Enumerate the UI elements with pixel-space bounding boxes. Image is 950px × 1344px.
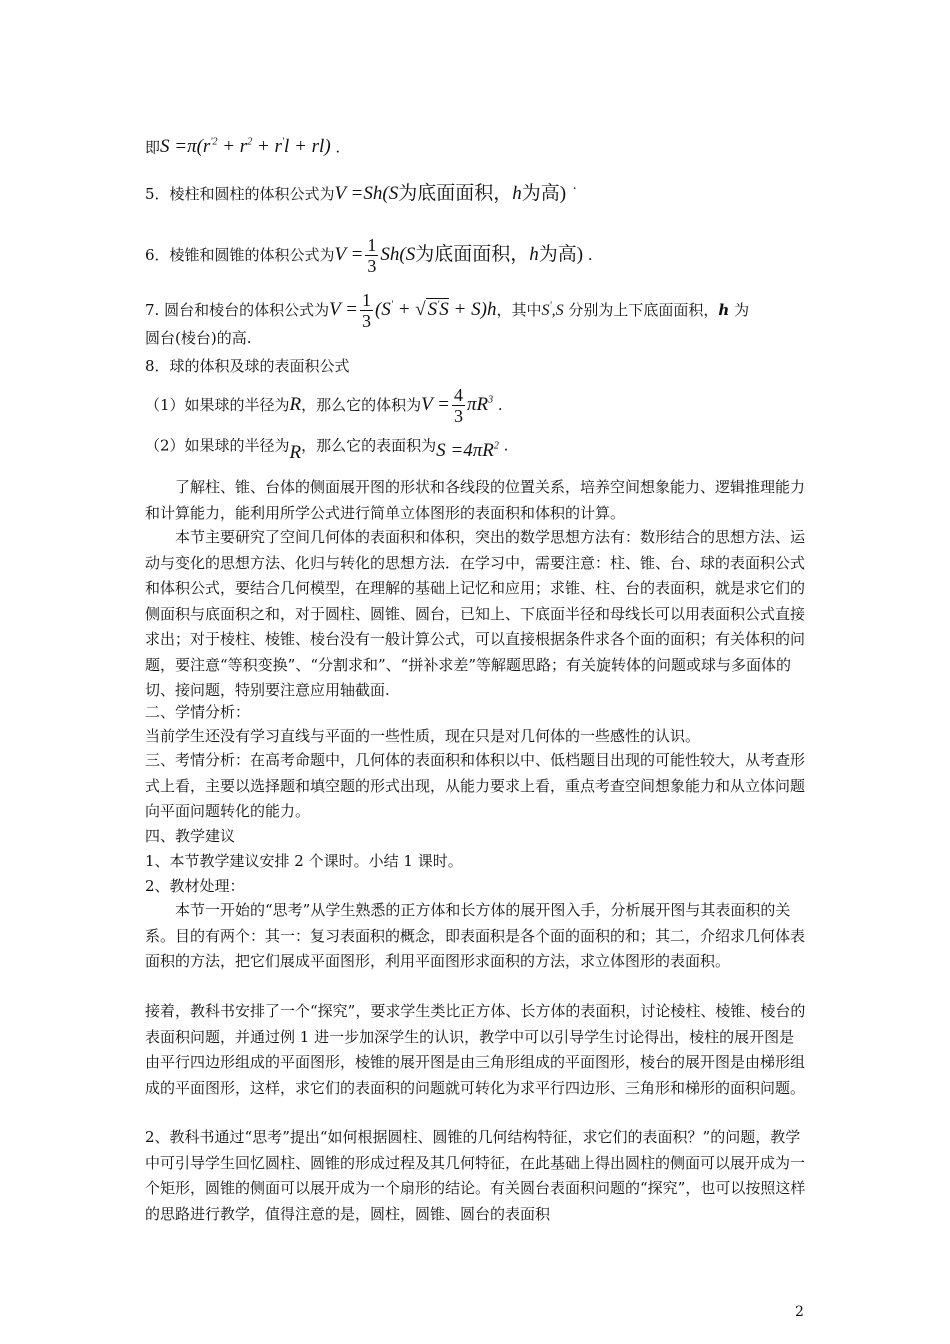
formula-prefix: 即 [145,138,161,157]
formula-label: 6．棱锥和圆锥的体积公式为 [145,245,335,264]
paragraph-exam: 三、考情分析：在高考命题中，几何体的表面积和体积以中、低档题目出现的可能性较大，从考查形式上看，主要以选择题和填空题的形式出现，从能力要求上看，重点考查空间想象能力和从立体问题向平面问题转化的能力。 [145,751,806,820]
page-number: 2 [795,1304,804,1320]
section-sphere-title: 8．球的体积及球的表面积公式 [145,357,350,375]
formula-volume-prism: 5．棱柱和圆柱的体积公式为V =Sh(S为底面面积，h为高) ˙ [145,183,579,204]
item-material: 2、教材处理： [145,877,245,895]
math-expr: V =Sh(S为底面面积，h为高) [334,183,567,204]
formula-sphere-surface: （2）如果球的半径为R，那么它的表面积为$S =4\pi R^2$ . [145,436,509,464]
math-expr: V = $\frac{1}{3}$ Sh(S为底面面积，h为高) [334,235,584,276]
formula-surface-frustum: 即$S =\pi(r^{'2} + r^2 + r'l + rl)$ . [145,136,341,158]
formula-label: 5．棱柱和圆柱的体积公式为 [145,185,335,203]
heading-teaching-advice: 四、教学建议 [145,827,236,845]
paragraph-material-2: 接着，教科书安排了一个“探究”，要求学生类比正方体、长方体的表面积，讨论棱柱、棱锥、棱台的表面积问题，并通过例 1 进一步加深学生的认识，教学中可以引导学生讨论得出，棱柱的展开图是由平行四边形组成的平面图形，棱锥的展开图是由三角形组成的平面图形，棱台的展开图是由梯形组成的平面图形，这样，求它们的表面积的问题就可转化为求平行四边形、三角形和梯形的面积问题。 [145,1002,806,1097]
paragraph-material-3: 2、教科书通过“思考”提出“如何根据圆柱、圆锥的几何结构特征，求它们的表面积？”的问题，教学中可引导学生回忆圆柱、圆锥的形成过程及其几何特征，在此基础上得出圆柱的侧面可以展开成为一个矩形，圆锥的侧面可以展开成为一个扇形的结论。有关圆台表面积问题的“探究”，也可以按照这样的思路进行教学，值得注意的是，圆柱，圆锥、圆台的表面积 [145,1128,806,1223]
paragraph-learner: 当前学生还没有学习直线与平面的一些性质，现在只是对几何体的一些感性的认识。 [145,727,701,745]
formula-volume-pyramid: 6．棱锥和圆锥的体积公式为V = $\frac{1}{3}$ Sh(S为底面面积，h为高) . [145,235,593,276]
formula-volume-frustum-cont: 圆台(棱台)的高. [145,329,252,347]
item-schedule: 1、本节教学建议安排 2 个课时。小结 1 课时。 [145,852,463,870]
math-expr: V = $\frac{1}{3}$ (S' + √ S'S + S)h [329,290,497,331]
paragraph-summary: 本节主要研究了空间几何体的表面积和体积，突出的数学思想方法有：数形结合的思想方法、运动与变化的思想方法、化归与转化的思想方法．在学习中，需要注意：柱、锥、台、球的表面积公式和体积公式，要结合几何模型，在理解的基础上记忆和应用；求锥、柱、台的表面积，就是求它们的侧面积与底面积之和，对于圆柱、圆锥、圆台，已知上、下底面半径和母线长可以用表面积公式直接求出；对于棱柱、棱锥、棱台没有一般计算公式，可以直接根据条件求各个面的面积；有关体积的问题，要注意“等积变换”、“分割求和”、“拼补求差”等解题思路；有关旋转体的问题或球与多面体的切、接问题，特别要注意应用轴截面. [145,528,806,699]
math-expr: $S =\pi(r^{'2} + r^2 + r'l + rl)$ [160,136,331,158]
paragraph-material-1: 本节一开始的“思考”从学生熟悉的正方体和长方体的展开图入手，分析展开图与其表面积的关系。目的有两个：其一：复习表面积的概念，即表面积是各个面的面积的和；其二，介绍求几何体表面积的方法，把它们展成平面图形，利用平面图形求面积的方法，求立体图形的表面积。 [145,901,806,970]
paragraph-goal: 了解柱、锥、台体的侧面展开图的形状和各线段的位置关系，培养空间想象能力、逻辑推理能力和计算能力，能利用所学公式进行简单立体图形的表面积和体积的计算。 [145,478,806,522]
heading-learner-analysis: 二、学情分析： [145,703,251,721]
formula-label: 7. 圆台和棱台的体积公式为 [145,300,330,319]
formula-sphere-volume: （1）如果球的半径为R，那么它的体积为V = $\frac{4}{3}$ $\pi R^3$ . [145,385,503,426]
formula-volume-frustum: 7. 圆台和棱台的体积公式为V = $\frac{1}{3}$ (S' + √ S'S + S)h，其中S',S 分别为上下底面面积，h 为 [145,290,750,331]
